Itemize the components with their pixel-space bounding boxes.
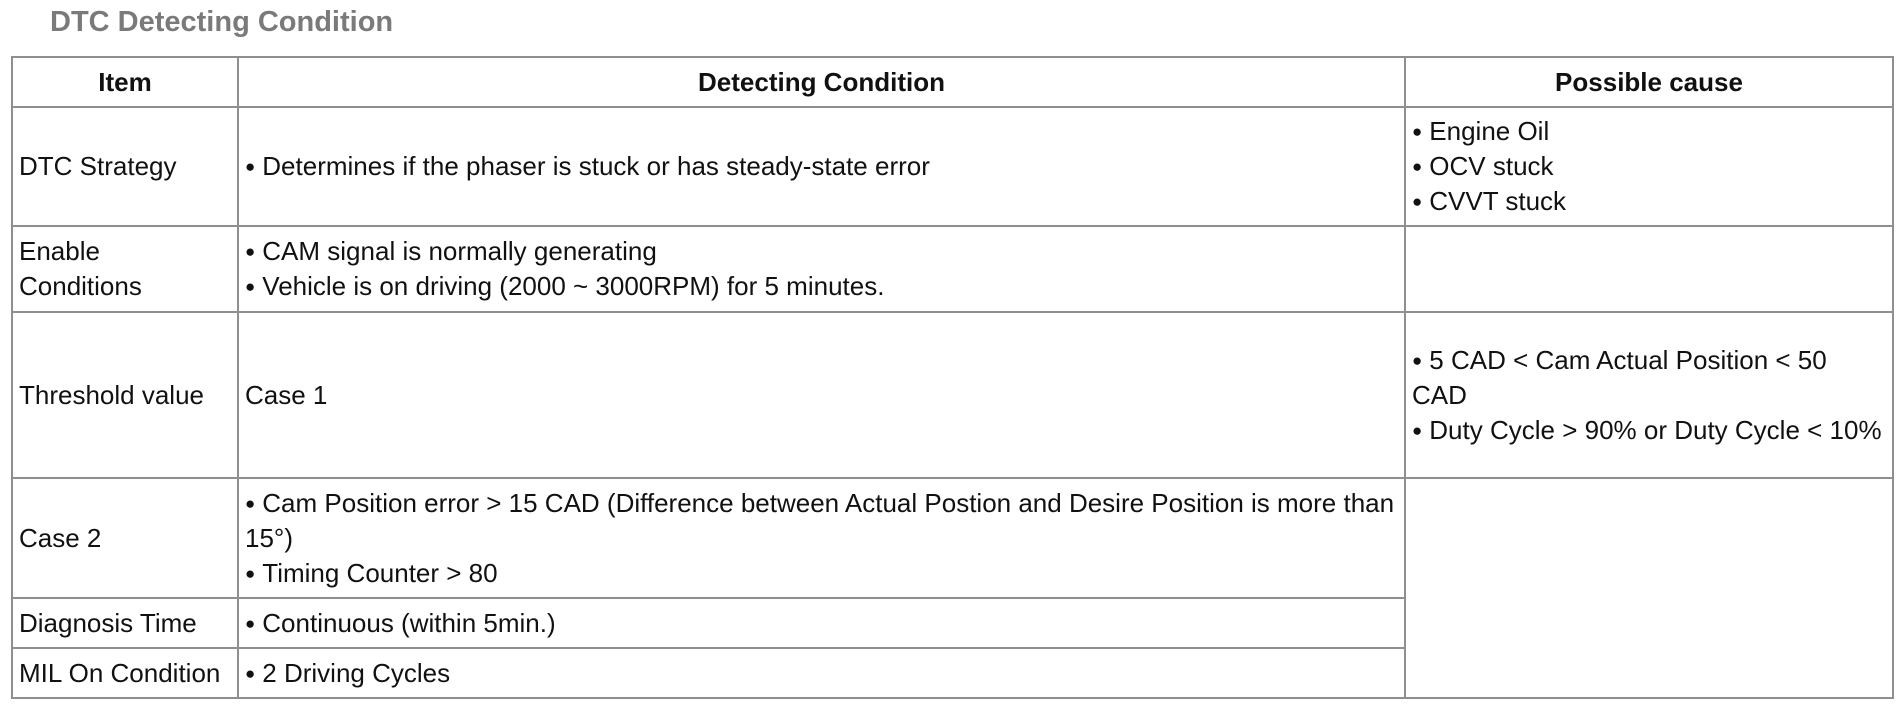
bullet-item: ● CVVT stuck (1412, 184, 1886, 219)
bullet-item: ● Engine Oil (1412, 114, 1886, 149)
item-cell-case-2: Case 2 (12, 478, 238, 598)
table-header-row (12, 57, 1893, 107)
cause-cell-enable-conditions (1405, 226, 1893, 312)
item-cell-diagnosis-time: Diagnosis Time (12, 598, 238, 648)
bullet-item: ● Continuous (within 5min.) (245, 606, 1398, 641)
bullet-item: ● 5 CAD < Cam Actual Position < 50 CAD (1412, 343, 1886, 413)
condition-cell-dtc-strategy (238, 107, 1405, 226)
item-cell-mil-on-condition: MIL On Condition (12, 648, 238, 698)
item-cell-threshold-value: Threshold value (12, 312, 238, 478)
condition-cell-enable-conditions (238, 226, 1405, 312)
page-title: DTC Detecting Condition (50, 6, 394, 38)
table-row-case-2 (12, 478, 1893, 598)
condition-cell-threshold-value: Case 1 (238, 312, 1405, 478)
condition-cell-diagnosis-time (238, 598, 1405, 648)
bullet-item: ● Vehicle is on driving (2000 ~ 3000RPM) for 5 minutes. (245, 269, 1398, 304)
header-possible-cause: Possible cause (1405, 57, 1893, 107)
header-item: Item (12, 57, 238, 107)
dtc-condition-table (11, 56, 1894, 699)
item-cell-enable-conditions (12, 226, 238, 312)
bullet-item: ● OCV stuck (1412, 149, 1886, 184)
bullet-item: ● Determines if the phaser is stuck or has steady-state error (245, 149, 1398, 184)
bullet-item: ● 2 Driving Cycles (245, 656, 1398, 691)
item-label-line: Enable (19, 236, 100, 266)
table-row-dtc-strategy (12, 107, 1893, 226)
bullet-item: ● Duty Cycle > 90% or Duty Cycle < 10% (1412, 413, 1886, 448)
cause-cell-dtc-strategy (1405, 107, 1893, 226)
condition-cell-mil-on-condition (238, 648, 1405, 698)
bullet-item: ● CAM signal is normally generating (245, 234, 1398, 269)
header-detecting-condition: Detecting Condition (238, 57, 1405, 107)
bullet-item: ● Cam Position error > 15 CAD (Difference between Actual Postion and Desire Position is more than 15°) (245, 486, 1398, 556)
cause-cell-threshold-value (1405, 312, 1893, 478)
table-row-threshold-value (12, 312, 1893, 478)
cause-cell-case-2 (1405, 478, 1893, 698)
item-cell-dtc-strategy: DTC Strategy (12, 107, 238, 226)
condition-cell-case-2 (238, 478, 1405, 598)
item-label-line: Conditions (19, 271, 142, 301)
table-row-enable-conditions (12, 226, 1893, 312)
bullet-item: ● Timing Counter > 80 (245, 556, 1398, 591)
